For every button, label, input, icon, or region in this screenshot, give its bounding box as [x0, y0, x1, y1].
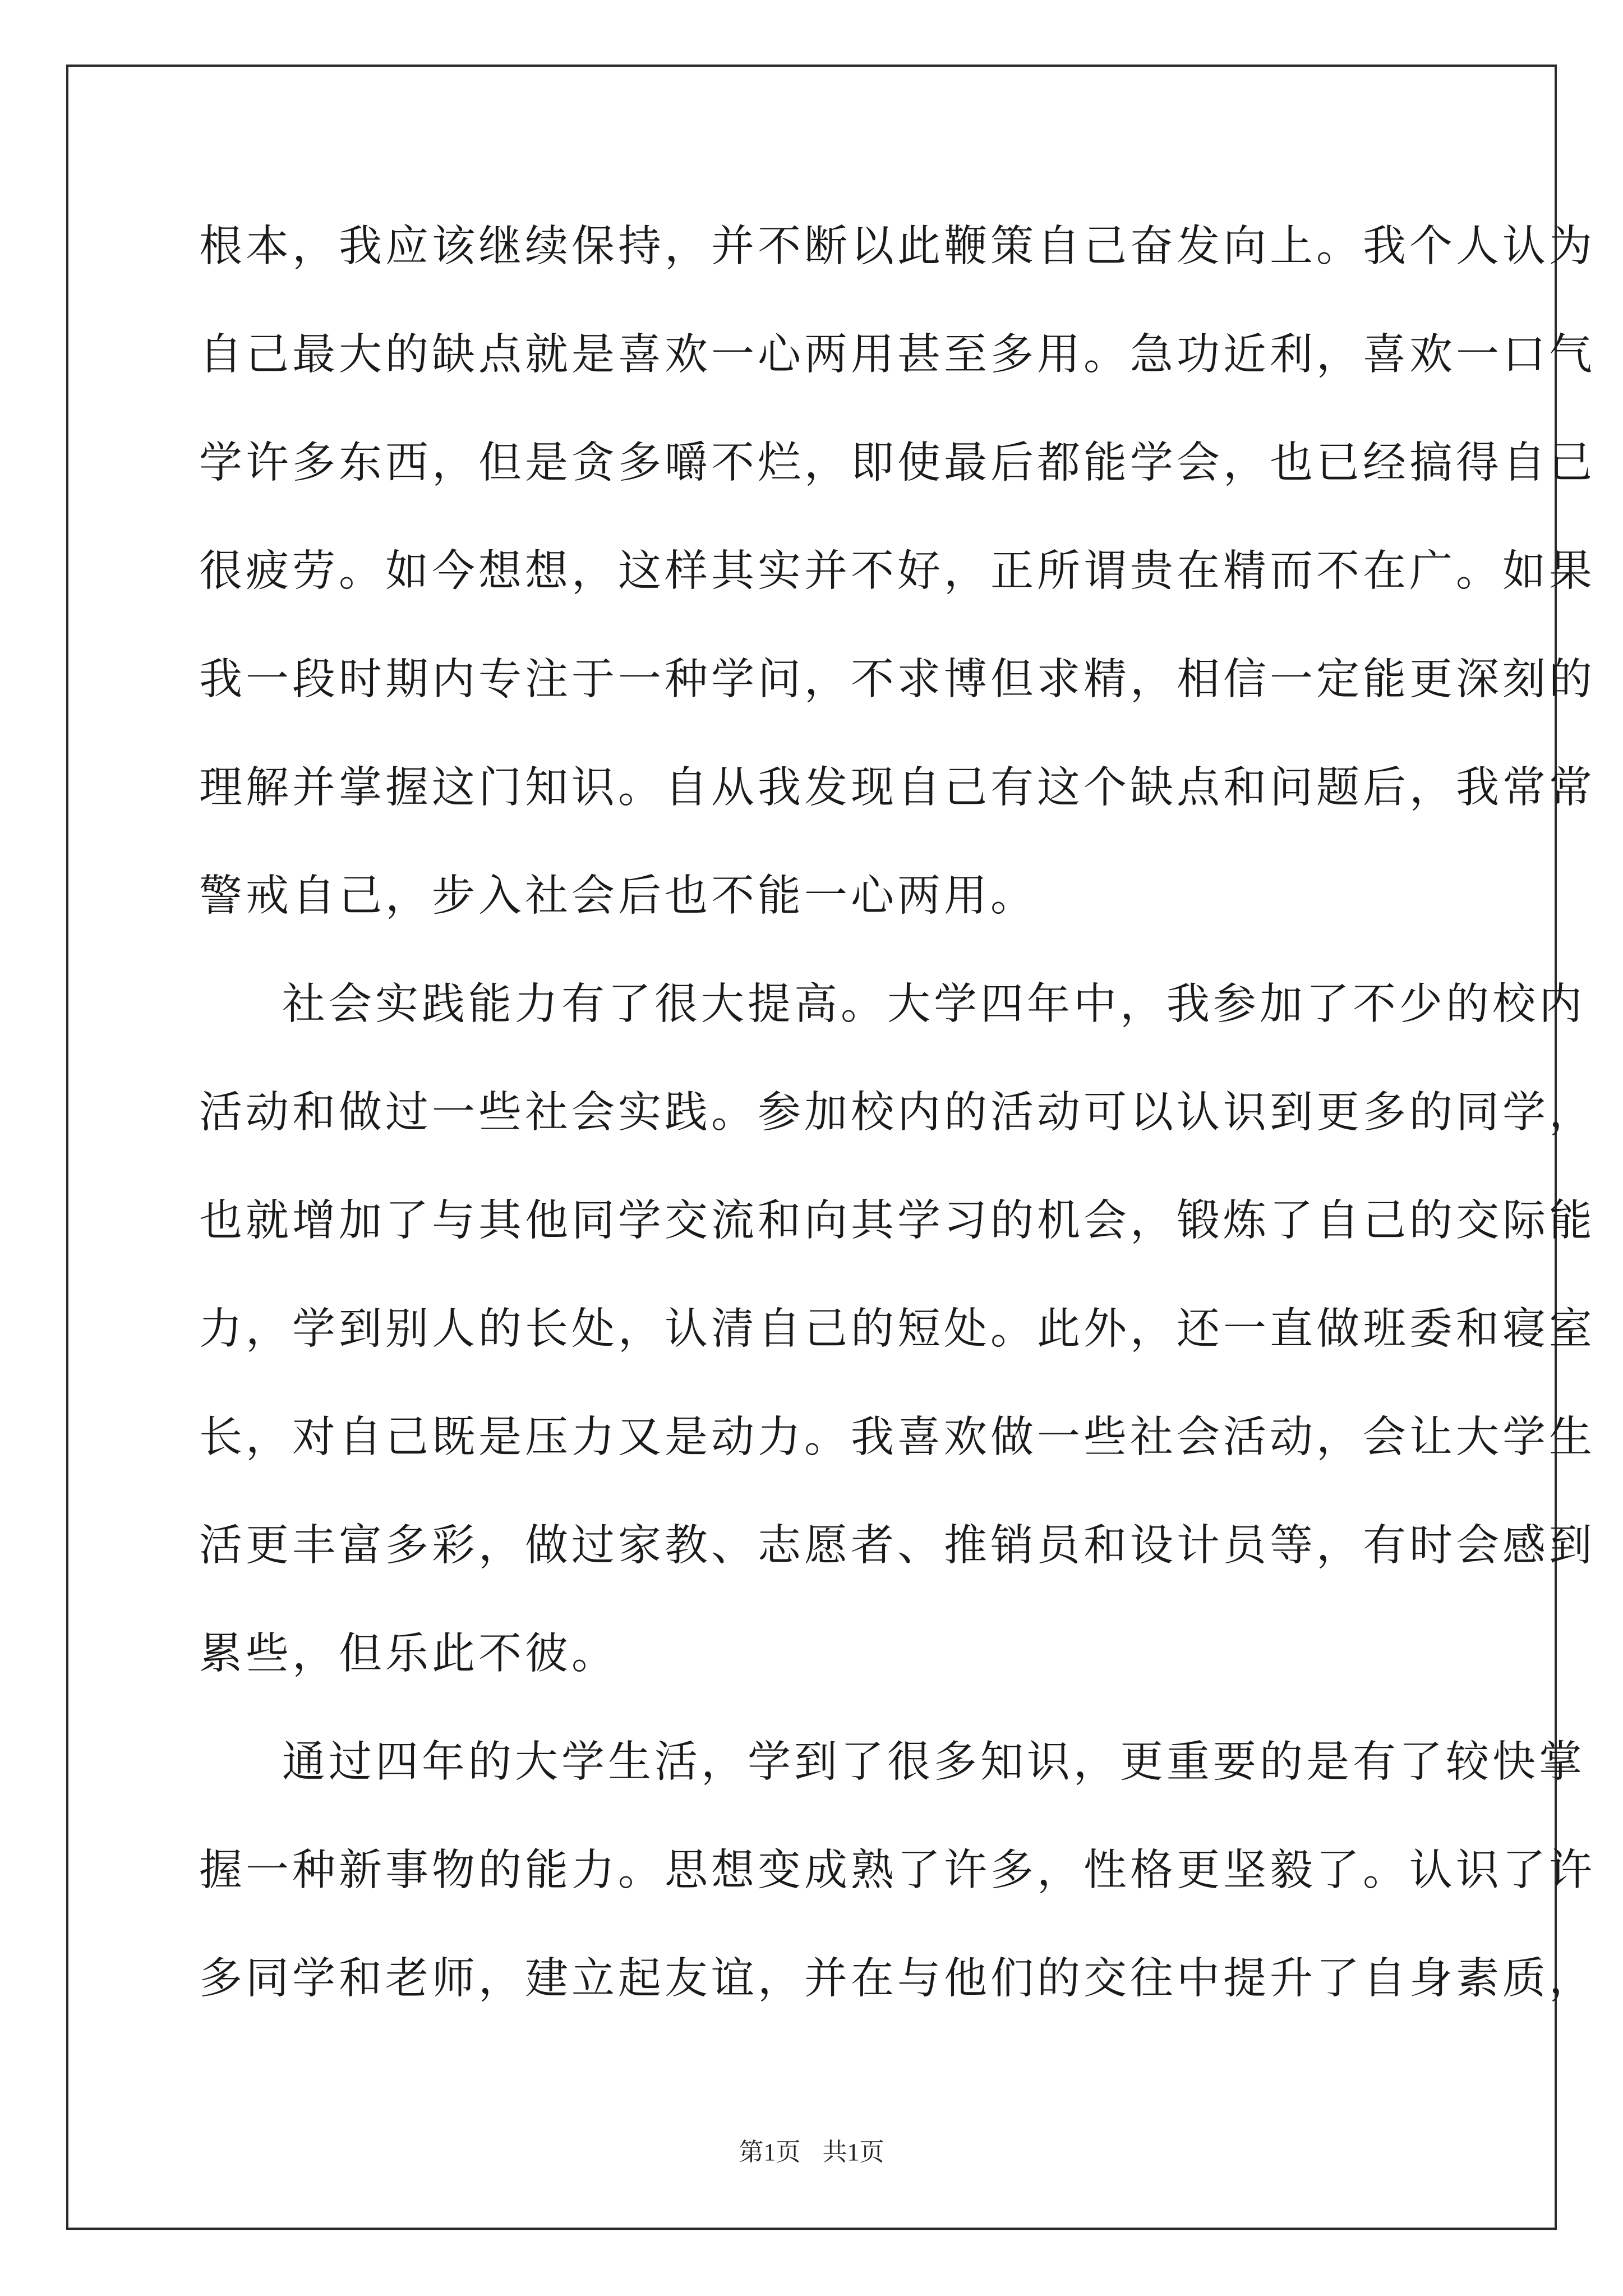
text-line: 学许多东西，但是贪多嚼不烂，即使最后都能学会，也已经搞得自己 — [199, 438, 1596, 488]
text-line: 理解并掌握这门知识。自从我发现自己有这个缺点和问题后，我常常 — [199, 763, 1596, 813]
page-total: 共1页 — [822, 2138, 884, 2166]
text-line: 力，学到别人的长处，认清自己的短处。此外，还一直做班委和寝室 — [199, 1304, 1596, 1354]
page-footer — [0, 2132, 1623, 2168]
paragraph-first-line: 通过四年的大学生活，学到了很多知识，更重要的是有了较快掌 — [282, 1737, 1585, 1787]
text-line: 也就增加了与其他同学交流和向其学习的机会，锻炼了自己的交际能 — [199, 1196, 1596, 1246]
text-line: 多同学和老师，建立起友谊，并在与他们的交往中提升了自身素质， — [199, 1954, 1596, 2004]
text-line: 警戒自己，步入社会后也不能一心两用。 — [199, 871, 1037, 921]
text-line: 根本，我应该继续保持，并不断以此鞭策自己奋发向上。我个人认为 — [199, 222, 1596, 272]
text-line: 自己最大的缺点就是喜欢一心两用甚至多用。急功近利，喜欢一口气 — [199, 330, 1596, 380]
text-line: 很疲劳。如今想想，这样其实并不好，正所谓贵在精而不在广。如果 — [199, 546, 1596, 596]
paragraph-first-line: 社会实践能力有了很大提高。大学四年中，我参加了不少的校内 — [282, 979, 1585, 1029]
page-border — [66, 65, 1596, 2230]
text-line: 活动和做过一些社会实践。参加校内的活动可以认识到更多的同学， — [199, 1088, 1596, 1138]
text-line: 我一段时期内专注于一种学问，不求博但求精，相信一定能更深刻的 — [199, 655, 1596, 705]
text-line: 握一种新事物的能力。思想变成熟了许多，性格更坚毅了。认识了许 — [199, 1846, 1596, 1895]
text-line: 累些，但乐此不彼。 — [199, 1629, 618, 1679]
page-number: 第1页 — [739, 2138, 801, 2166]
text-line: 长，对自己既是压力又是动力。我喜欢做一些社会活动，会让大学生 — [199, 1412, 1596, 1462]
text-line: 活更丰富多彩，做过家教、志愿者、推销员和设计员等，有时会感到 — [199, 1521, 1596, 1571]
